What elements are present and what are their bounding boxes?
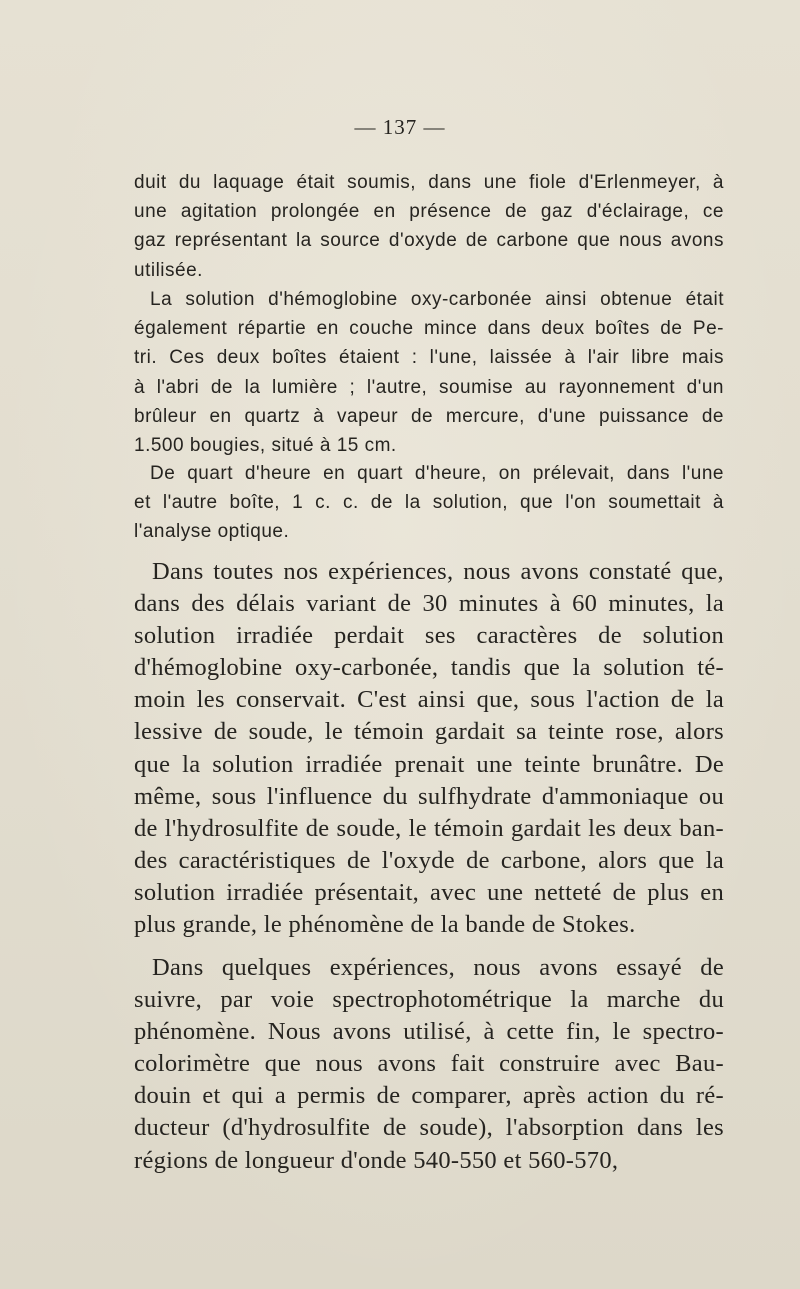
text-line: même, sous l'influence du sulfhydrate d'ammoniaque ou <box>134 782 724 810</box>
text-line: et l'autre boîte, 1 c. c. de la solution, que l'on soumettait à <box>134 492 724 514</box>
paragraph-2 <box>134 285 724 460</box>
text-line: également répartie en couche mince dans deux boîtes de Pe- <box>134 318 724 340</box>
text-line: l'analyse optique. <box>134 521 290 543</box>
text-line: 1.500 bougies, situé à 15 cm. <box>134 435 397 457</box>
text-line: solution irradiée perdait ses caractères de solution <box>134 622 724 650</box>
paragraph-5 <box>134 952 724 1177</box>
text-line: solution irradiée présentait, avec une netteté de plus en <box>134 878 724 906</box>
text-line: suivre, par voie spectrophotométrique la marche du <box>134 986 724 1014</box>
text-line: duit du laquage était soumis, dans une fiole d'Erlenmeyer, à <box>134 172 724 193</box>
text-line: utilisée. <box>134 259 203 281</box>
text-line: Dans toutes nos expériences, nous avons constaté que, <box>152 558 724 585</box>
text-line: que la solution irradiée prenait une teinte brunâtre. De <box>134 750 724 778</box>
paragraph-3 <box>134 459 724 547</box>
text-line: phénomène. Nous avons utilisé, à cette fin, le spectro- <box>134 1018 724 1046</box>
text-line: La solution d'hémoglobine oxy-carbonée ainsi obtenue était <box>150 289 724 310</box>
text-line: ducteur (d'hydrosulfite de soude), l'absorption dans les <box>134 1114 724 1142</box>
text-line: tri. Ces deux boîtes étaient : l'une, laissée à l'air libre mais <box>134 347 724 369</box>
text-line: colorimètre que nous avons fait construire avec Bau- <box>134 1050 724 1078</box>
text-line: douin et qui a permis de comparer, après action du ré- <box>134 1082 724 1110</box>
text-line: de l'hydrosulfite de soude, le témoin gardait les deux ban- <box>134 814 724 842</box>
text-line: des caractéristiques de l'oxyde de carbone, alors que la <box>134 846 724 874</box>
text-line: gaz représentant la source d'oxyde de carbone que nous avons <box>134 230 724 252</box>
paragraph-1 <box>134 168 724 285</box>
text-line: lessive de soude, le témoin gardait sa teinte rose, alors <box>134 718 724 746</box>
page-number: — 137 — <box>354 115 446 139</box>
text-line: plus grande, le phénomène de la bande de Stokes. <box>134 911 636 939</box>
paragraph-4 <box>134 556 724 941</box>
text-line: une agitation prolongée en présence de gaz d'éclairage, ce <box>134 201 724 223</box>
text-line: dans des délais variant de 30 minutes à 60 minutes, la <box>134 590 724 618</box>
text-line: d'hémoglobine oxy-carbonée, tandis que la solution té- <box>134 654 724 682</box>
text-line: brûleur en quartz à vapeur de mercure, d'une puissance de <box>134 405 724 427</box>
text-line: Dans quelques expériences, nous avons essayé de <box>152 954 724 981</box>
text-line: régions de longueur d'onde 540-550 et 560-570, <box>134 1146 619 1174</box>
text-line: moin les conservait. C'est ainsi que, sous l'action de la <box>134 686 724 714</box>
text-line: à l'abri de la lumière ; l'autre, soumise au rayonnement d'un <box>134 376 724 398</box>
text-line: De quart d'heure en quart d'heure, on prélevait, dans l'une <box>150 463 724 484</box>
